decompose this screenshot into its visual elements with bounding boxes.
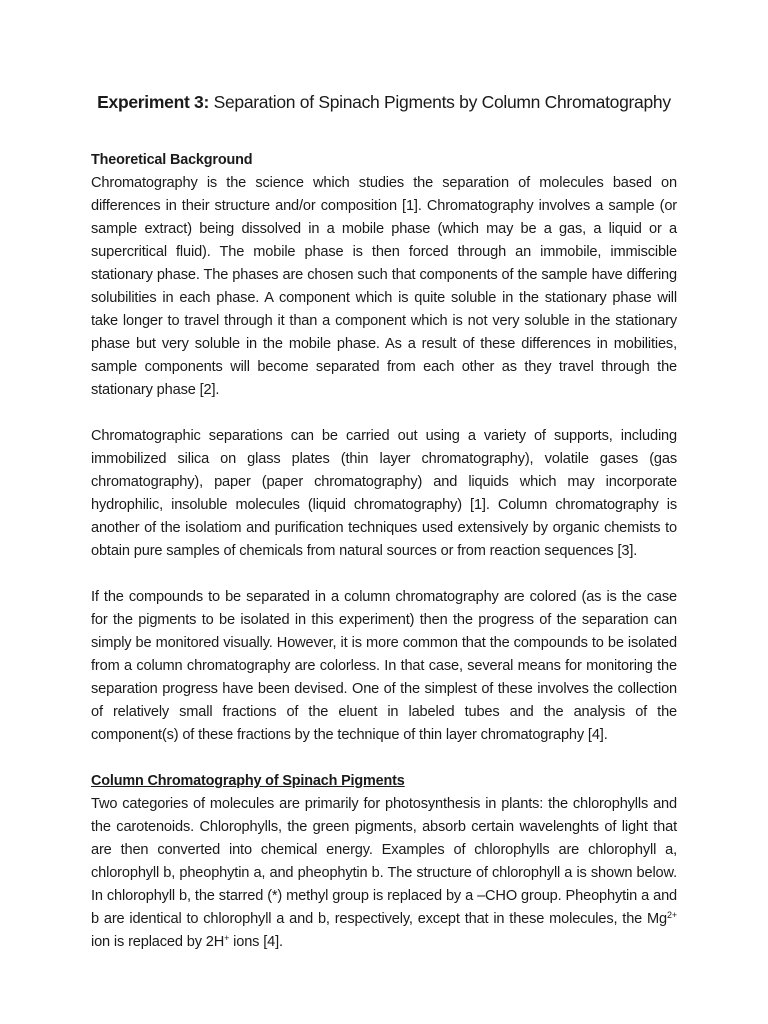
superscript-mg-charge: 2+ [667, 910, 677, 920]
title-experiment-number: Experiment 3: [97, 92, 210, 112]
paragraph-chromatographic-separations: Chromatographic separations can be carried out using a variety of supports, including immobilized silica on glass plates (thin layer chromatography), volatile gases (gas chromatography), paper (paper chromatography) and liquids which may incorporate hydrophilic, insoluble molecules (liquid chromatography) [1]. Column chromatography is another of the isolatiom and purification techniques used extensively by organic chemists to obtain pure samples of chemicals from natural sources or from reaction sequences [3]. [91, 428, 677, 559]
paragraph-spinach-part2: ion is replaced by 2H [91, 934, 225, 950]
paragraph-spinach-part3: ions [4]. [229, 934, 283, 950]
paragraph-spinach-part1: Two categories of molecules are primarily for photosynthesis in plants: the chlorophylls and the carotenoids. Chlorophylls, the green pigments, absorb certain wavelenghts of light that are then converted into chemical energy. Examples of chlorophylls are chlorophyll a, chlorophyll b, pheophytin a, and pheophytin b. The structure of chlorophyll a is shown below. In chlorophyll b, the starred (*) methyl group is replaced by a –CHO group. Pheophytin a and b are identical to chlorophyll a and b, respectively, except that in these molecules, the Mg [91, 796, 677, 927]
paragraph-spinach-pigments [91, 793, 677, 954]
document-title [60, 92, 708, 113]
section-heading-theoretical-background: Theoretical Background [91, 152, 253, 168]
paragraph-chromatography-intro: Chromatography is the science which studies the separation of molecules based on differences in their structure and/or composition [1]. Chromatography involves a sample (or sample extract) being dissolved in a mobile phase (which may be a gas, a liquid or a supercritical fluid). The mobile phase is then forced through an immobile, immiscible stationary phase. The phases are chosen such that components of the sample have differing solubilities in each phase. A component which is quite soluble in the stationary phase will take longer to travel through it than a component which is not very soluble in the stationary phase but very soluble in the mobile phase. As a result of these differences in mobilities, sample components will become separated from each other as they travel through the stationary phase [2]. [91, 175, 677, 398]
superscript-h-charge: + [224, 933, 230, 943]
document-body [91, 149, 677, 954]
section-heading-column-chromatography: Column Chromatography of Spinach Pigments [91, 773, 405, 789]
title-text: Separation of Spinach Pigments by Column Chromatography [213, 92, 671, 112]
paragraph-colored-compounds: If the compounds to be separated in a column chromatography are colored (as is the case for the pigments to be isolated in this experiment) then the progress of the separation can simply be monitored visually. However, it is more common that the compounds to be isolated from a column chromatography are colorless. In that case, several means for monitoring the separation progress have been devised. One of the simplest of these involves the collection of relatively small fractions of the eluent in labeled tubes and the analysis of the component(s) of these fractions by the technique of thin layer chromatography [4]. [91, 589, 677, 743]
